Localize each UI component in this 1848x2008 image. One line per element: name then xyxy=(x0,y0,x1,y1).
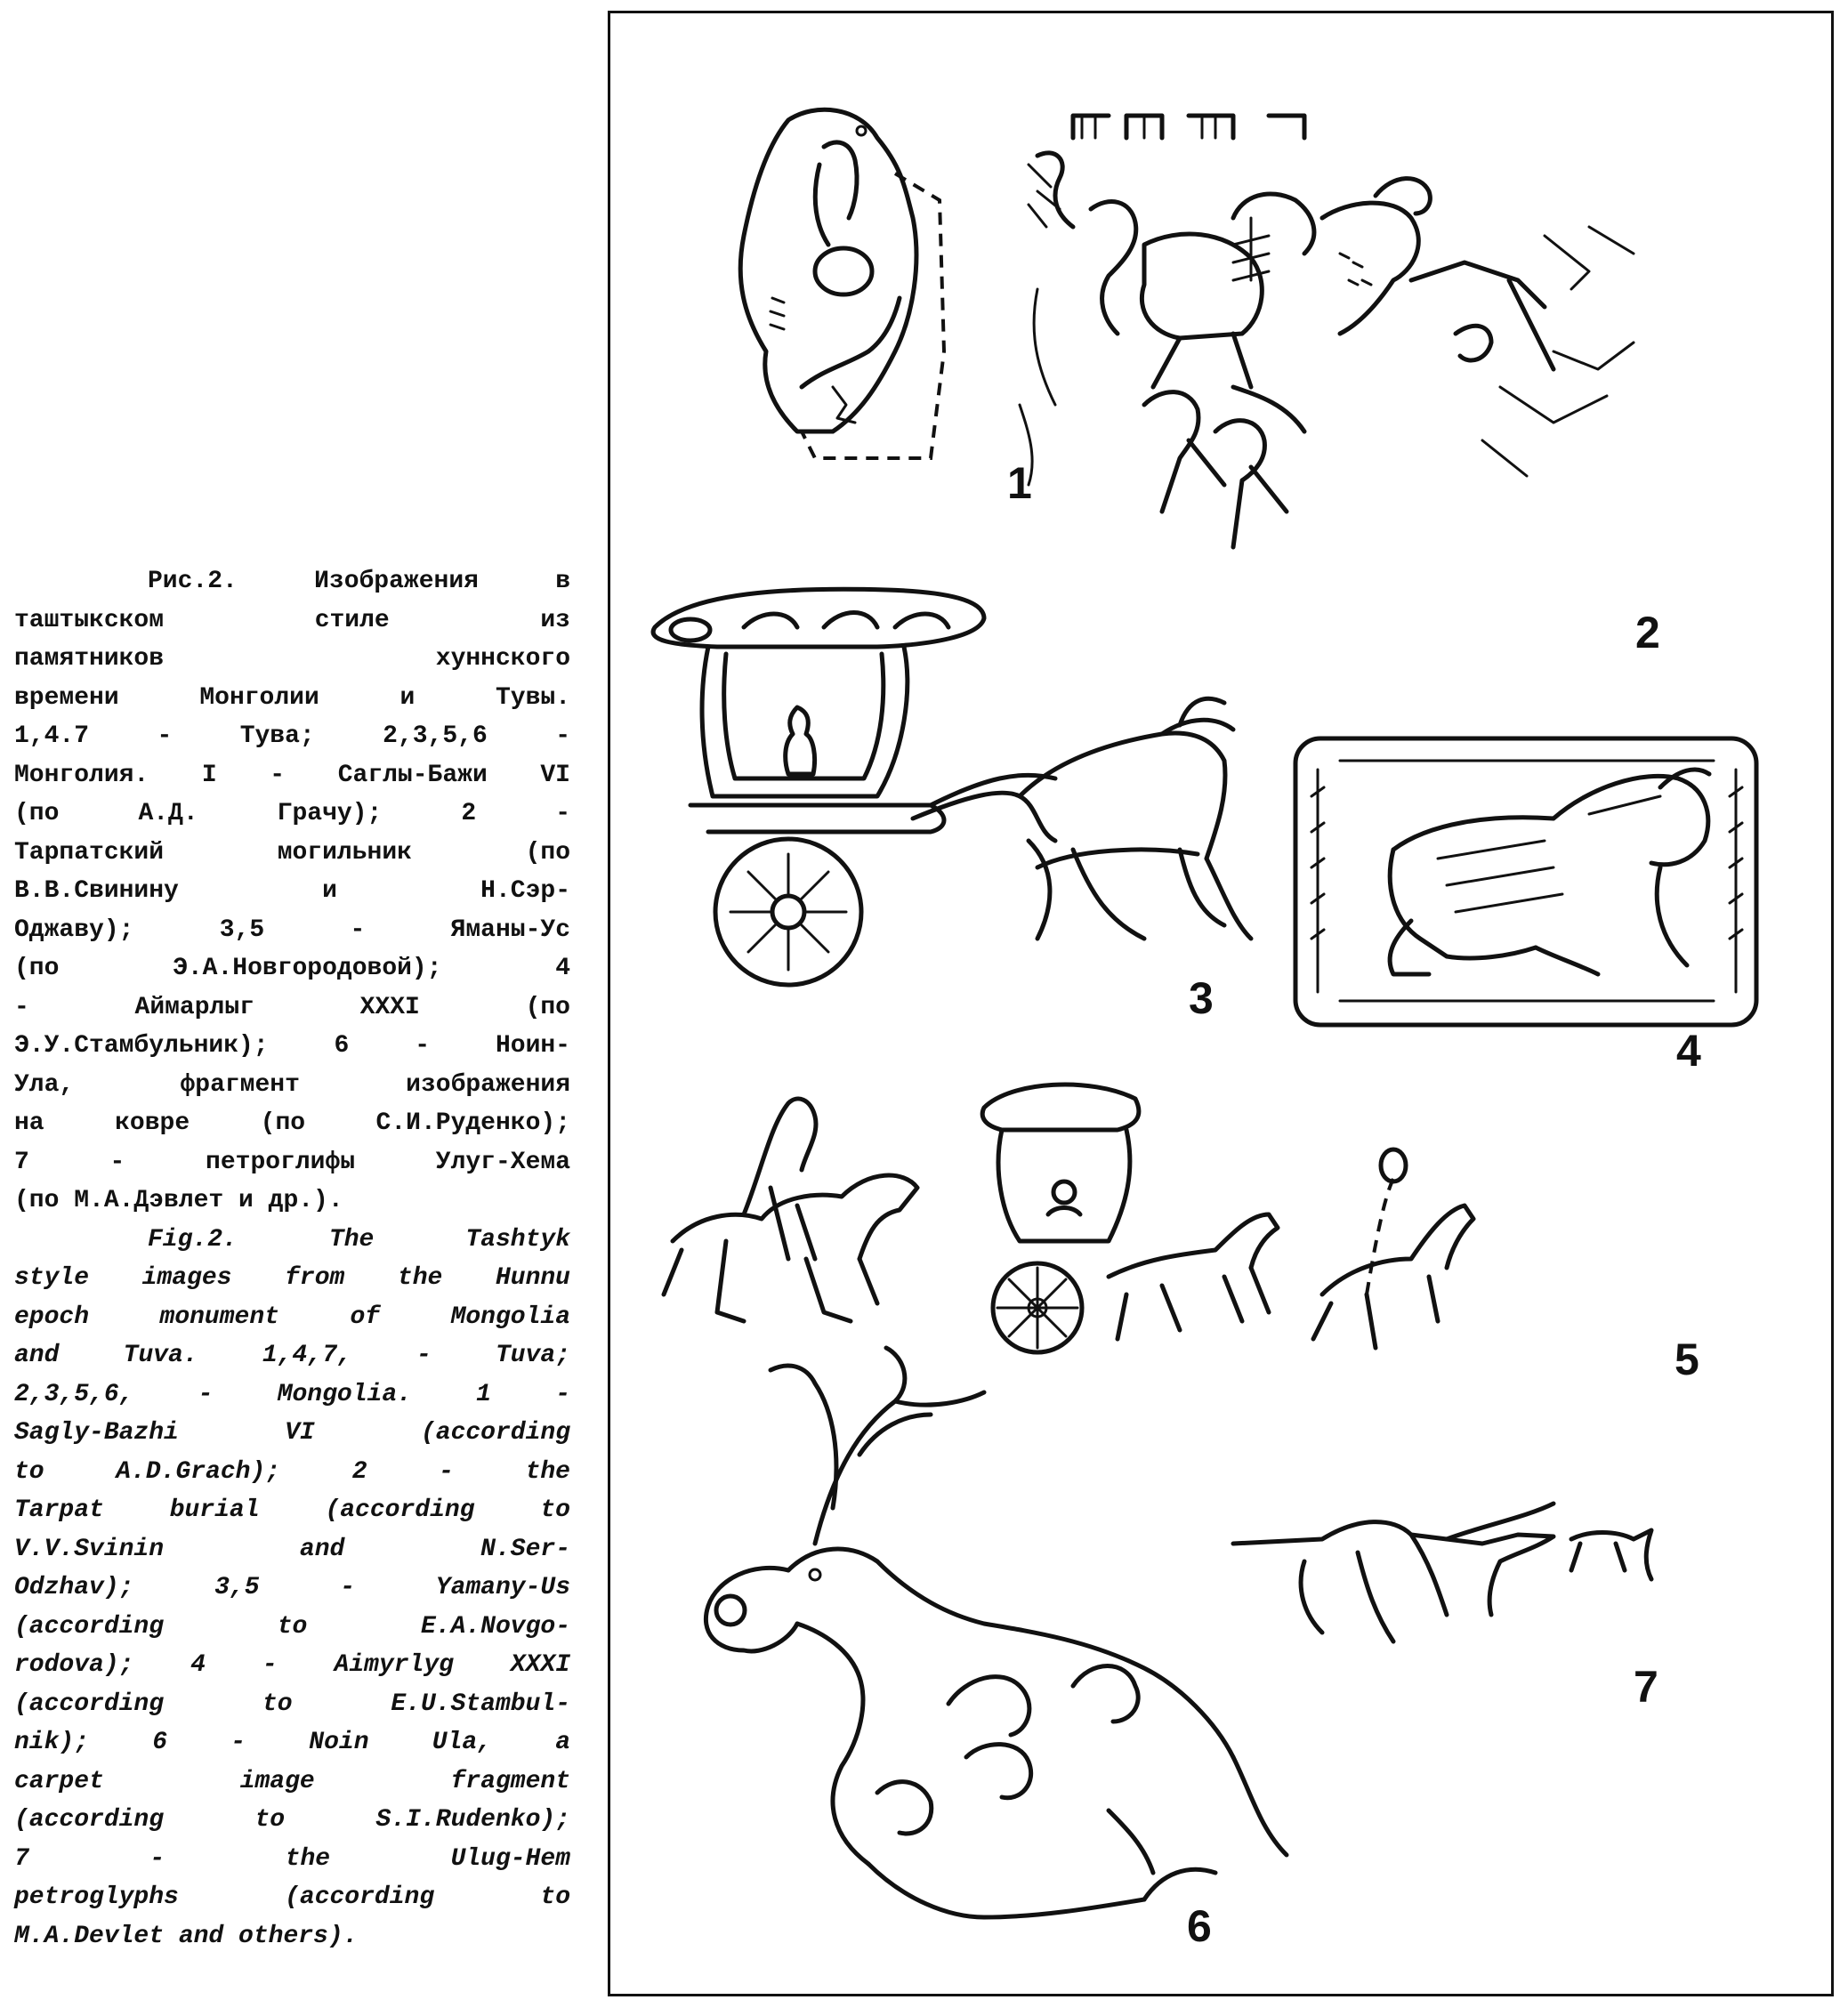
caption-en-line: 7 - the Ulug-Hem xyxy=(14,1844,570,1873)
figure-frame xyxy=(608,11,1834,1996)
caption-ru-line: Ула, фрагмент изображения xyxy=(14,1070,570,1099)
caption-en-line: petroglyphs (according to xyxy=(14,1883,570,1911)
caption-ru-line: 7 - петроглифы Улуг-Хема xyxy=(14,1148,570,1176)
caption-en-line: V.V.Svinin and N.Ser- xyxy=(14,1535,570,1563)
figure-caption xyxy=(14,562,570,1956)
drawing-7-petroglyphs xyxy=(1233,1504,1651,1641)
drawing-3-wagon xyxy=(653,589,1251,985)
figure-drawings xyxy=(610,13,1831,1994)
caption-en-line: and Tuva. 1,4,7, - Tuva; xyxy=(14,1342,570,1369)
caption-en-line: M.A.Devlet and others). xyxy=(14,1922,359,1950)
caption-russian xyxy=(14,562,570,1221)
caption-en-line: Fig.2. The Tashtyk xyxy=(148,1225,570,1254)
caption-ru-line: (по А.Д. Грачу); 2 - xyxy=(14,800,570,827)
drawing-5-riders-wagon xyxy=(664,1085,1473,1352)
caption-en-line: (according to E.A.Novgo- xyxy=(14,1612,570,1641)
figure-number-3: 3 xyxy=(1189,973,1214,1023)
caption-english xyxy=(14,1221,570,1956)
figure-number-4: 4 xyxy=(1676,1026,1701,1076)
caption-ru-line: таштыкском стиле из xyxy=(14,606,570,634)
caption-ru-line: В.В.Свинину и Н.Сэр- xyxy=(14,877,570,905)
figure-number-7: 7 xyxy=(1634,1662,1658,1712)
caption-ru-line: (по Э.А.Новгородовой); 4 xyxy=(14,955,570,982)
caption-en-line: 2,3,5,6, - Mongolia. 1 - xyxy=(14,1380,570,1408)
figure-number-1: 1 xyxy=(1007,458,1032,508)
caption-en-line: (according to S.I.Rudenko); xyxy=(14,1806,570,1834)
caption-ru-line: Оджаву); 3,5 - Яманы-Ус xyxy=(14,915,570,944)
caption-en-line: Sagly-Bazhi VI (according xyxy=(14,1419,570,1447)
drawing-1-stele xyxy=(740,109,944,458)
caption-ru-line: (по М.А.Дэвлет и др.). xyxy=(14,1187,343,1214)
caption-ru-line: памятников хуннского xyxy=(14,645,570,673)
caption-en-line: to A.D.Grach); 2 - the xyxy=(14,1457,570,1486)
caption-ru-line: Тарпатский могильник (по xyxy=(14,838,570,867)
drawing-4-plaque xyxy=(1295,738,1756,1025)
caption-ru-line: времени Монголии и Тувы. xyxy=(14,683,570,712)
caption-en-line: style images from the Hunnu xyxy=(14,1264,570,1292)
caption-en-line: Tarpat burial (according to xyxy=(14,1496,570,1524)
caption-en-line: carpet image fragment xyxy=(14,1767,570,1795)
caption-en-line: nik); 6 - Noin Ula, a xyxy=(14,1729,570,1756)
caption-ru-line: - Аймарлыг XXXI (по xyxy=(14,993,570,1021)
figure-number-6: 6 xyxy=(1187,1901,1212,1951)
caption-ru-line: Рис.2. Изображения в xyxy=(148,568,570,595)
caption-ru-line: на ковре (по С.И.Руденко); xyxy=(14,1109,570,1137)
caption-en-line: (according to E.U.Stambul- xyxy=(14,1689,570,1718)
caption-en-line: rodova); 4 - Aimyrlyg XXXI xyxy=(14,1651,570,1679)
caption-en-line: Odzhav); 3,5 - Yamany-Us xyxy=(14,1574,570,1601)
caption-ru-line: Э.У.Стамбульник); 6 - Ноин- xyxy=(14,1032,570,1060)
drawing-2-hunting-scene xyxy=(1020,116,1634,547)
caption-ru-line: Монголия. I - Саглы-Бажи VI xyxy=(14,761,570,789)
figure-number-5: 5 xyxy=(1674,1335,1699,1384)
figure-number-2: 2 xyxy=(1635,608,1660,657)
drawing-6-moose xyxy=(706,1348,1287,1917)
caption-ru-line: 1,4.7 - Тува; 2,3,5,6 - xyxy=(14,722,570,750)
caption-en-line: epoch monument of Mongolia xyxy=(14,1302,570,1331)
